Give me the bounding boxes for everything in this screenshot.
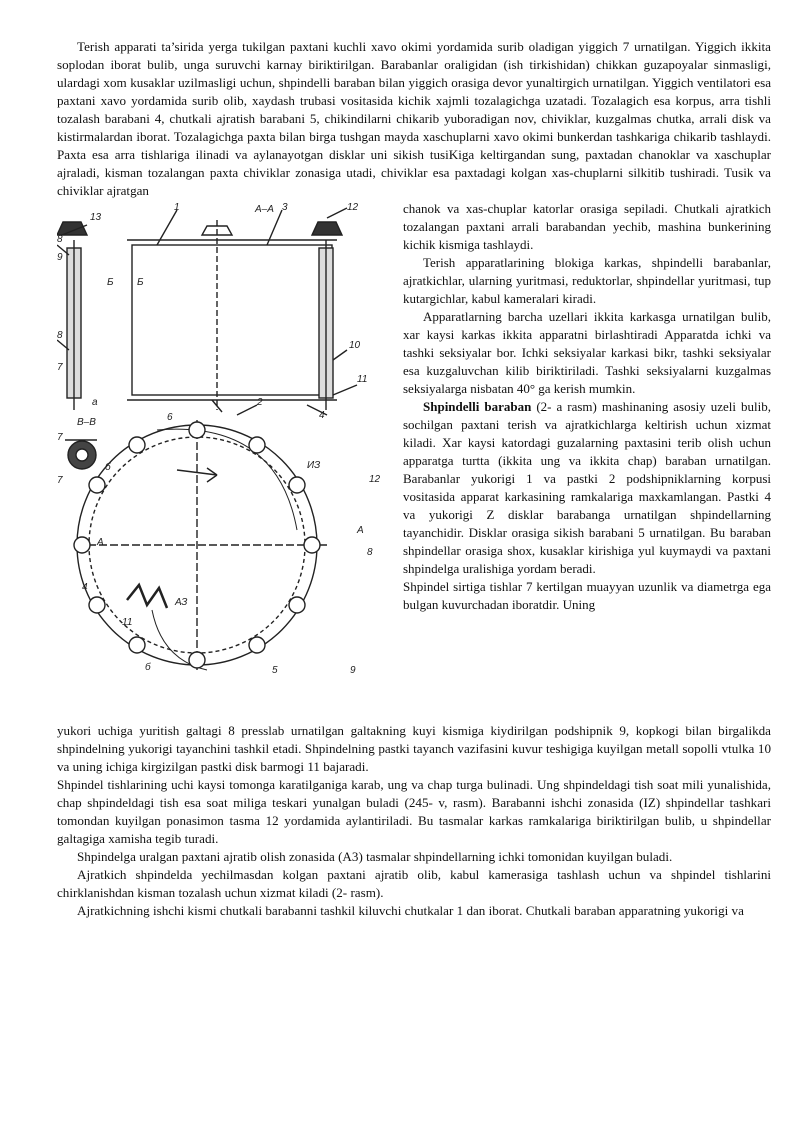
- figure-label: 12: [347, 202, 359, 213]
- figure-label: 8: [57, 234, 63, 245]
- document-page: [57, 38, 771, 920]
- right-text-column: [403, 200, 771, 614]
- figure-label: A: [357, 525, 364, 536]
- figure-label: 11: [357, 374, 368, 385]
- paragraph: Shpindel tishlarining uchi kaysi tomonga karatilganiga karab, ung va chap turga bulinadi. Ung shpindeldagi tish soat mili yunalishida, chap shpindeldagi tish esa soat miliga teskari yunalgan buladi (245- v, rasm). Barabanni ishchi zonasida (IZ) shpindellar tashkari tomondan kuyilgan ponasimon tasma 12 yordamida aylantiriladi. Bu tasmalar karkas ramkalariga biriktirilgan bulib, u shpindellar galtagiga xamisha tegib turadi.: [57, 777, 771, 846]
- paragraph: Shpindel sirtiga tishlar 7 kertilgan muayyan uzunlik va diametrga ega bulgan kuvurchadan iboratdir. Uning: [403, 579, 771, 612]
- figure-label: 9: [57, 252, 63, 263]
- figure-label: ИЗ: [307, 460, 321, 471]
- paragraph: Ajratkichning ishchi kismi chutkali barabanni tashkil kiluvchi chutkalar 1 dan iborat. Chutkali baraban apparatning yukorigi va: [77, 903, 744, 918]
- bold-term: Shpindelli baraban: [423, 399, 532, 414]
- figure-label: 4: [82, 582, 88, 593]
- paragraph: yukori uchiga yuritish galtagi 8 presslab urnatilgan galtakning kuyi kismiga kiydirilgan podshipnik 9, kopkogi bilan birgalikda shpindelning yukorigi tayanchini tashkil etadi. Shpindelning pastki tayanch vazifasini kuvur teshigiga kuyilgan metall sopolli vtulka 10 va uning ichiga kirgizilgan pastki disk barmogi 11 bajaradi.: [57, 723, 771, 774]
- figure-label: 11: [122, 617, 133, 628]
- paragraph: Ajratkich shpindelda yechilmasdan kolgan paxtani ajratib olib, kabul kamerasiga tashlash uchun va shpindel tishlarini chirklanishdan kisman tozalash uchun xizmat kiladi (2- rasm).: [57, 867, 771, 900]
- figure-label: 3: [282, 202, 288, 213]
- figure-label: АЗ: [175, 597, 188, 608]
- figure-label: 2: [257, 397, 263, 408]
- drum-body: [132, 245, 332, 395]
- figure-label: 8: [367, 547, 373, 558]
- figure-label: 7: [57, 432, 63, 443]
- figure-label: 7: [57, 362, 63, 373]
- figure-label: б: [145, 662, 151, 673]
- figure-label: 8: [57, 330, 63, 341]
- paragraph: [403, 398, 771, 578]
- paragraph-text: (2- a rasm) mashinaning asosiy uzeli bulib, sochilgan paxtani terish va ajratkichlarga keltirish uchun xizmat kiladi. Xar kaysi katordagi guzalarning paxtasini terib olish uchun apparatga turtta (ikkita ung va ikkita chap) baraban urnatilgan. Barabanlar yukorigi 1 va pastki 2 podshipniklarning korpusi vositasida apparat karkasining ramkalariga maxkamlangan. Pastki 4 va yukorigi Z disklar barabanga urnatilgan shpindellarning tayanchidir. Disklar orasiga sikish barabani 5 urnatilgan. Bu baraban shpindellar orasiga shox, kusaklar kirishiga yul kuymaydi va paxtani shpindelga uralishiga yordam beradi.: [403, 399, 772, 576]
- figure-and-text-block: [57, 200, 771, 722]
- paragraph: Apparatlarning barcha uzellari ikkita karkasga urnatilgan bulib, xar kaysi karkas ikkita apparatni birlashtiradi Apparatda ichki va tashki seksiyalar bor. Ichki seksiyalar karkasi bikr, tashki seksiyalar esa kuzgaluvchan kilib biriktiriladi. Tashki seksiyalarni kuzgalmas seksiyalarga nisbatan 40° ga kerish mumkin.: [403, 309, 771, 396]
- figure-label: Б: [137, 277, 144, 288]
- paragraph: chanok va xas-chuplar katorlar orasiga sepiladi. Chutkali ajratkich tozalangan paxtani arrali barabandan yechib, mashina bunkerining kichik kismiga tashlaydi.: [403, 201, 771, 252]
- figure-label: 6: [167, 412, 173, 423]
- figure-label: 1: [174, 202, 180, 213]
- figure-label: A: [97, 537, 104, 548]
- figure-label: б: [105, 462, 111, 473]
- figure-label: A–A: [255, 204, 274, 215]
- figure-label: 5: [272, 665, 278, 676]
- figure-label: Б: [107, 277, 114, 288]
- figure-label: 10: [349, 340, 361, 351]
- figure-label: 4: [319, 410, 325, 421]
- figure-label: B–B: [77, 417, 96, 428]
- intro-paragraph: Terish apparati ta’sirida yerga tukilgan paxtani kuchli xavo okimi yordamida surib oladigan yiggich 7 urnatilgan. Yiggich ikkita soplodan iborat bulib, unga suruvchi karnay biriktirilgan. Barabanlar oraligidan (ish tirkishidan) chikkan guzapoyalar sinmasligi, ulardagi xom kusaklar uzilmasligi uchun, shpindelli baraban bilan yiggich orasiga devor yunaltirgich urnatilgan. Yiggich ventilatori esa paxtani xavo yordamida surib olib, xaydash trubasi vositasida kichik xajmli tozalagichga uzatadi. Tozalagich esa korpus, arra tishli tozalash barabani 4, chutkali ajratish barabani 5, chikindilarni chikarib yuboradigan nov, chiviklar, kuzgalmas chutka, arrali disk va kistirmalardan iborat. Tozalagichga paxta bilan birga tushgan mayda xaschuplarni xavo okimi bunkerdan tashkariga chikarib tashlaydi. Paxta esa arra tishlariga ilinadi va aylanayotgan disklar uni sikish tusiKiga keltirgandan sung, paxtadan chanoklar va xaschuplar ajraladi, kisman tozalangan paxta chiviklar zonasiga utadi, chiviklar esa paxtadagi kolgan xas-chuplarni silkitib tushiradi. Tusik va chiviklar ajratgan: [57, 39, 771, 198]
- figure-label: a: [92, 397, 98, 408]
- spindle-drum-figure: [57, 200, 397, 722]
- figure-label: 7: [57, 475, 63, 486]
- paragraph: Terish apparatlarining blokiga karkas, shpindelli barabanlar, ajratkichlar, ularning yuritmasi, reduktorlar, shpindellar yuritmasi, tup kutargichlar, kabul kameralari kiradi.: [403, 255, 771, 306]
- figure-label: 9: [350, 665, 356, 676]
- paragraph: Shpindelga uralgan paxtani ajratib olish zonasida (A3) tasmalar shpindellarning ichki tomonidan kuyilgan buladi.: [77, 849, 673, 864]
- figure-label: 12: [369, 474, 381, 485]
- figure-label: 13: [90, 212, 102, 223]
